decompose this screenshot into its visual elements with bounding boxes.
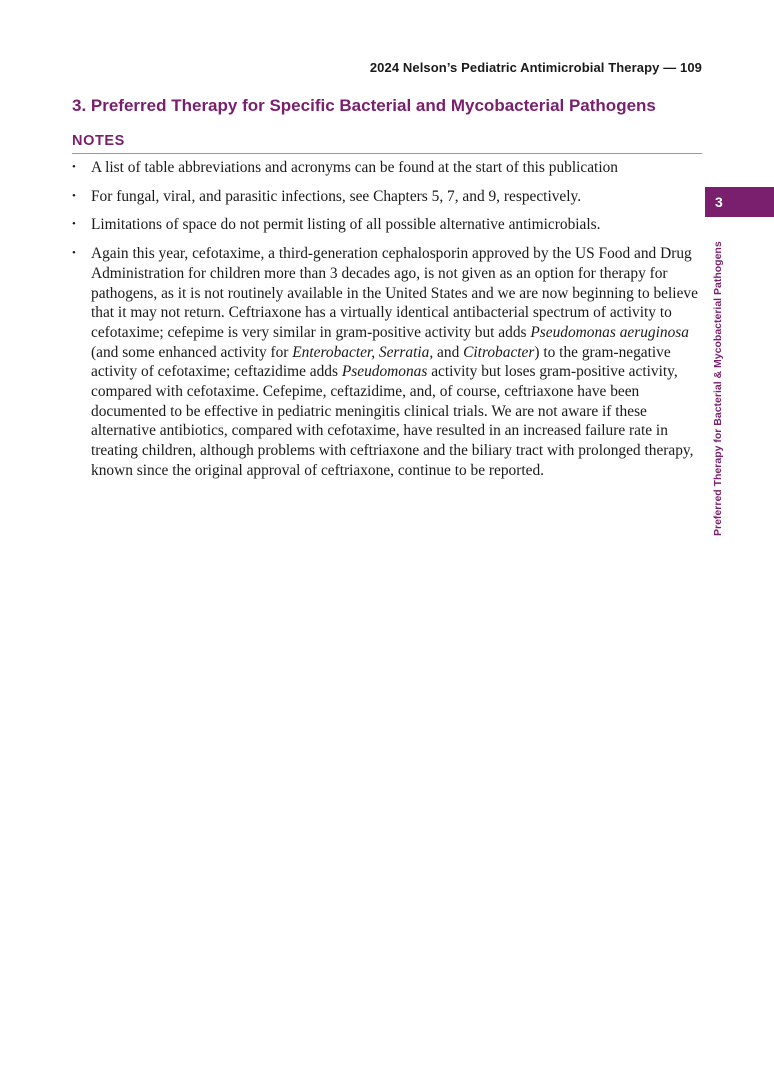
note-text-run: activity but loses gram-positive activity, compared with cefotaxime. Cefepime, ceftazidime, and, of course, ceftriaxone have been documented to be effective in pediatric meningitis clinical trials. We are not aware if these alternative antibiotics, compared with cefotaxime, have resulted in an increased failure rate in treating children, although problems with ceftriaxone and the biliary tract with prolonged therapy, known since the original approval of ceftriaxone, continue to be reported. [91,363,694,479]
note-item [72,158,707,178]
note-text-run: A list of table abbreviations and acronyms can be found at the start of this publication [91,159,618,176]
note-text [91,187,707,207]
note-item [72,187,707,207]
notes-list [72,158,707,490]
bullet-icon: • [72,189,76,202]
note-italic-run: Enterobacter, Serratia, [292,343,434,361]
note-item [72,244,707,480]
note-italic-run: Pseudomonas [341,363,428,381]
note-italic-run: Citrobacter [463,343,535,361]
note-text-run: Limitations of space do not permit listing of all possible alternative antimicrobials. [91,216,601,234]
note-italic-run: Pseudomonas aeruginosa [530,323,689,341]
note-text-run: Again this year, cefotaxime, a third-generation cephalosporin approved by the US Food and Drug Administration for children more than 3 decades ago, is not given as an option for therapy for pathogens, as it is not routinely available in the United States and we are now beginning to believe that it may not return. Ceftriaxone has a virtually identical antibacterial spectrum of activity to cefotaxime; cefepime is very similar in gram-positive activity but adds [91,245,698,341]
note-text-run: and [433,343,464,361]
note-text-run: For fungal, viral, and parasitic infections, see Chapters 5, 7, and 9, respectively. [91,187,582,205]
note-text-run: (and some enhanced activity for [91,343,293,361]
note-text [91,215,707,235]
running-header: 2024 Nelson’s Pediatric Antimicrobial Therapy — 109 [369,60,702,75]
bullet-icon: • [72,161,76,173]
notes-divider [72,153,702,154]
note-item [72,215,707,235]
bullet-icon: • [72,218,76,231]
chapter-side-label: Preferred Therapy for Bacterial & Mycobacterial Pathogens [712,241,724,536]
note-text-run: ) to the gram-negative activity of cefotaxime; ceftazidime adds [91,343,671,381]
chapter-tab-number: 3 [705,187,774,217]
bullet-icon: • [72,247,76,260]
note-text [91,244,707,480]
note-text [91,158,707,178]
chapter-title: 3. Preferred Therapy for Specific Bacterial and Mycobacterial Pathogens [72,96,656,115]
notes-heading: NOTES [72,133,125,149]
